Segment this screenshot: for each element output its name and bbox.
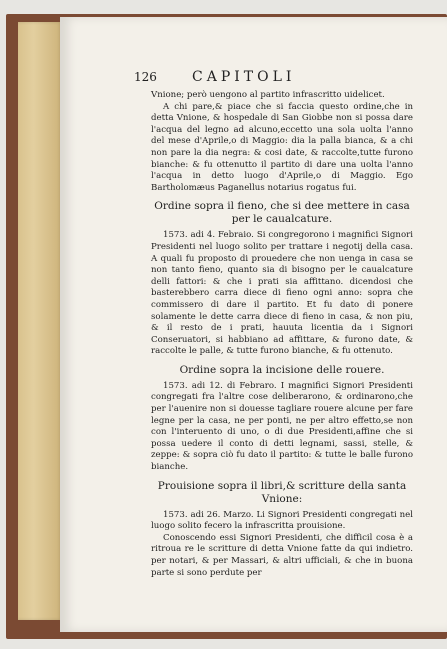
page-number: 126 [134,70,157,84]
paragraph: 1573. adi 26. Marzo. Li Signori Presidenti congregati nel luogo solito fecero la infrascritta prouisione. [151,509,413,532]
page-edges [18,22,62,620]
running-title: CAPITOLI [192,69,296,85]
page-text [151,90,413,579]
paragraph: 1573. adi 12. di Febraro. I magnifici Signori Presidenti congregati fra l'altre cose deliberarono, & ordinarono,che per l'auenire non si douesse tagliare rouere alcune per fare legne per la casa, ne per ponti, ne per altro effetto,se non con l'interuento di uno, o di due Presidenti,affine che si possa uedere il conto di detti legnami, sassi, stelle, & zeppe: & sopra ciò fu dato il partito: & tutte le balle furono bianche. [151,380,413,473]
section-heading: Ordine sopra la incisione delle rouere. [179,363,385,376]
section-heading: Prouisione sopra il libri,& scritture della santa Vnione: [157,479,407,505]
paragraph: 1573. adi 4. Febraio. Si congregorono i magnifici Signori Presidenti nel luogo solito per trattare i negotij della casa. A quali fu proposto di prouedere che non uenga in casa se non tanto fieno, quanto sia di bisogno per le caualcature delli fattori: & che i prati sia affittano. dicendosi che basterebbero carra diece di fieno ogni anno: sopra che commissero di dare il partito. Et fu dato di ponere solamente le dette carra diece di fieno in casa, & non piu, & il resto de i prati, hauuta licentia da i Signori Conseruatori, si habbiano ad affittare, & furono date, & raccolte le palle, & tutte furono bianche, & fu ottenuto. [151,230,413,357]
paragraph: Vnione; però uengono al partito infrascritto uidelicet. [151,90,385,100]
page-header [134,70,430,86]
paragraph: A chi pare,& piace che si faccia questo ordine,che in detta Vnione, & hospedale di San Giobbe non si possa dare l'acqua del legno ad alcuno,eccetto una sola uolta l'anno del mese d'Aprile,o di Maggio: dia la palla bianca, & a chi non pare la dia negra: & cosi date, & raccolte,tutte furono bianche: & fu ottenutto il partito di dare una uolta l'anno l'acqua in detto luogo d'Aprile,o di Maggio. Ego Bartholomæus Paganellus notarius rogatus fui. [151,101,413,193]
paragraph: Conoscendo essi Signori Presidenti, che difficil cosa è a ritroua re le scritture di detta Vnione fatte da qui indietro. per notari, & per Massari, & altri ufficiali, & che in buona parte si sono perdute per [151,532,413,578]
section-heading: Ordine sopra il fieno, che si dee mettere in casa per le caualcature. [154,200,410,226]
